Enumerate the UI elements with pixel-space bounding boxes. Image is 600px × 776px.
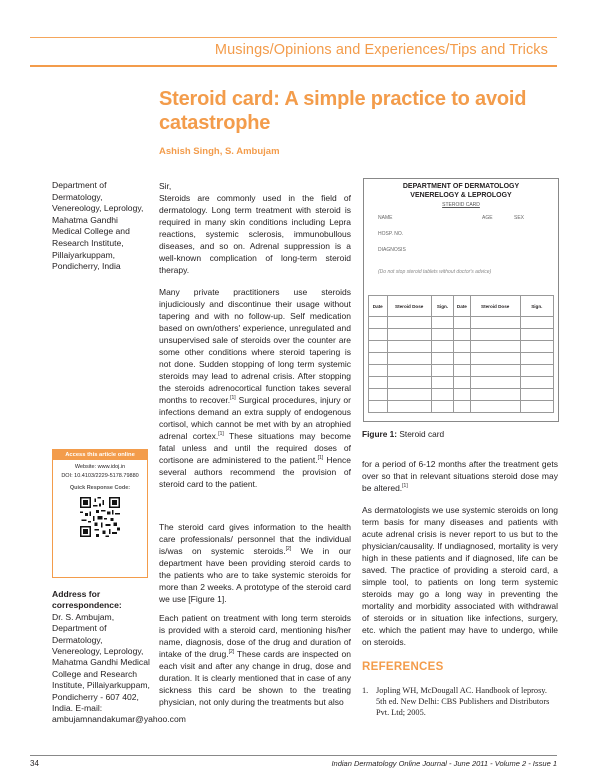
qr-code-icon xyxy=(80,497,120,537)
card-field-hosp: HOSP. NO. xyxy=(378,231,404,237)
article-authors: Ashish Singh, S. Ambujam xyxy=(159,146,280,157)
salutation: Sir, xyxy=(159,181,172,191)
card-field-diagnosis: DIAGNOSIS xyxy=(378,247,406,253)
paragraph-4: Each patient on treatment with long term steroids is provided with a steroid card, mentioning his/her name, diagnosis, dose of the drug and duration of intake of the drug.[2] These cards are inspected on each visit and after any change in drug, dose and duration. It is clearly mentioned that in case of any sickness this card be shown to the treating physician, not only during the treatments but also xyxy=(159,613,351,707)
access-online-header: Access this article online xyxy=(53,450,147,460)
card-title-line2: VENERELOGY & LEPROLOGY xyxy=(410,192,512,199)
journal-info: Indian Dermatology Online Journal - June 2011 - Volume 2 - Issue 1 xyxy=(331,759,557,768)
card-col-header: Date xyxy=(454,296,471,317)
correspondence-text: Dr. S. Ambujam, Department of Dermatology, Venereology, Leprology, Mahatma Gandhi Medical College and Research Institute, Pillaiyarkuppam, Pondicherry - 607 402, India. E-mail: ambujamnandakumar@yahoo.com xyxy=(52,611,186,725)
figure-caption: Figure 1: Steroid card xyxy=(362,429,445,439)
header-orange-rule xyxy=(30,65,557,67)
correspondence-heading: Address for correspondence: xyxy=(52,589,122,611)
card-col-header: Steroid Dose xyxy=(387,296,431,317)
access-online-box xyxy=(52,449,148,578)
author-affiliation: Department of Dermatology, Venereology, Leprology, Mahatma Gandhi Medical College and Research Institute, Pillaiyarkuppam, Pondicherry, India xyxy=(52,180,144,272)
paragraph-1: Steroids are commonly used in the field of dermatology. Long term treatment with steroid is required in many skin conditions including Lepra reactions, systemic sclerosis, immunobullous diseases, and so on. Adrenal suppression is a well-known complication of long-term steroid therapy. xyxy=(159,193,351,275)
reference-number: 1. xyxy=(362,686,369,695)
page-number: 34 xyxy=(30,759,39,768)
card-field-sex: SEX xyxy=(514,215,525,221)
header-rule xyxy=(30,37,557,38)
card-col-header: Date xyxy=(369,296,388,317)
card-title-line1: DEPARTMENT OF DERMATOLOGY xyxy=(402,183,520,190)
card-col-header: Sign. xyxy=(520,296,553,317)
card-note: (Do not stop steroid tablets without doctor's advice) xyxy=(378,269,492,275)
paragraph-5: for a period of 6-12 months after the treatment gets over so that in relevant situations steroid dose may be altered.[1] xyxy=(362,459,558,493)
qr-label: Quick Response Code: xyxy=(69,485,131,491)
card-subtitle: STEROID CARD xyxy=(442,202,480,208)
card-field-age: AGE xyxy=(482,215,493,221)
article-title: Steroid card: A simple practice to avoid catastrophe xyxy=(159,88,527,134)
card-col-header: Sign. xyxy=(431,296,453,317)
footer-rule xyxy=(30,755,557,756)
card-dose-table xyxy=(368,295,554,413)
steroid-card-figure xyxy=(363,178,559,422)
paragraph-3: The steroid card gives information to the health care professionals/ personnel that the individual is/was on systemic steroids.[2] We in our department have been providing steroid cards to the patients who are to take systemic steroids for more than 2 weeks. A prototype of the steroid card we use [Figure 1]. xyxy=(159,522,351,604)
reference-text: Jopling WH, McDougall AC. Handbook of leprosy. 5th ed. New Delhi: CBS Publishers and Distributors Pvt. Ltd; 2005. xyxy=(376,686,550,717)
card-col-header: Steroid Dose xyxy=(470,296,520,317)
paragraph-2: Many private practitioners use steroids injudiciously and discontinue their usage without tapering and with no follow-up. Self medication based on own/others' experience, unregulated and unsupervised sale of steroids over the counter are some other conditions where steroid tapering is not done. Sudden stopping of long term systemic steroids may lead to adrenal crisis. After stopping the steroids adrenocortical function takes several months to recover.[1] Surgical procedures, injury or infections demand an extra supply of endogenous cortisol, which cannot be met with by an atrophied adrenal cortex.[1] These situations may become fatal unless and until the required doses of cortisone are administered to the patient.[1] Hence several authors recommend the provision of steroid card to the patient. xyxy=(159,287,351,489)
doi-text: DOI: 10.4103/2229-5178.79880 xyxy=(61,473,139,479)
card-field-name: NAME xyxy=(378,215,393,221)
section-title: Musings/Opinions and Experiences/Tips and Tricks xyxy=(214,42,548,58)
paragraph-6: As dermatologists we use systemic steroids on long term basis for many diseases and patients with acute adrenal crisis is never report to us but to the physician/causality. If undiagnosed, mortality is very high in these patients and if diagnosed, life can be saved. The practice of providing a steroid card, a simple tool, to patients on long term systemic steroids may go a long way in preventing the mortality and morbidity associated with withdrawal of steroids or in situation like infections, surgery, etc. which the patient may have to undergo, while on steroids. xyxy=(362,505,558,647)
website-link[interactable]: Website: www.idoj.in xyxy=(74,464,126,470)
correspondence-block xyxy=(52,589,186,726)
references-heading: REFERENCES xyxy=(362,661,444,673)
